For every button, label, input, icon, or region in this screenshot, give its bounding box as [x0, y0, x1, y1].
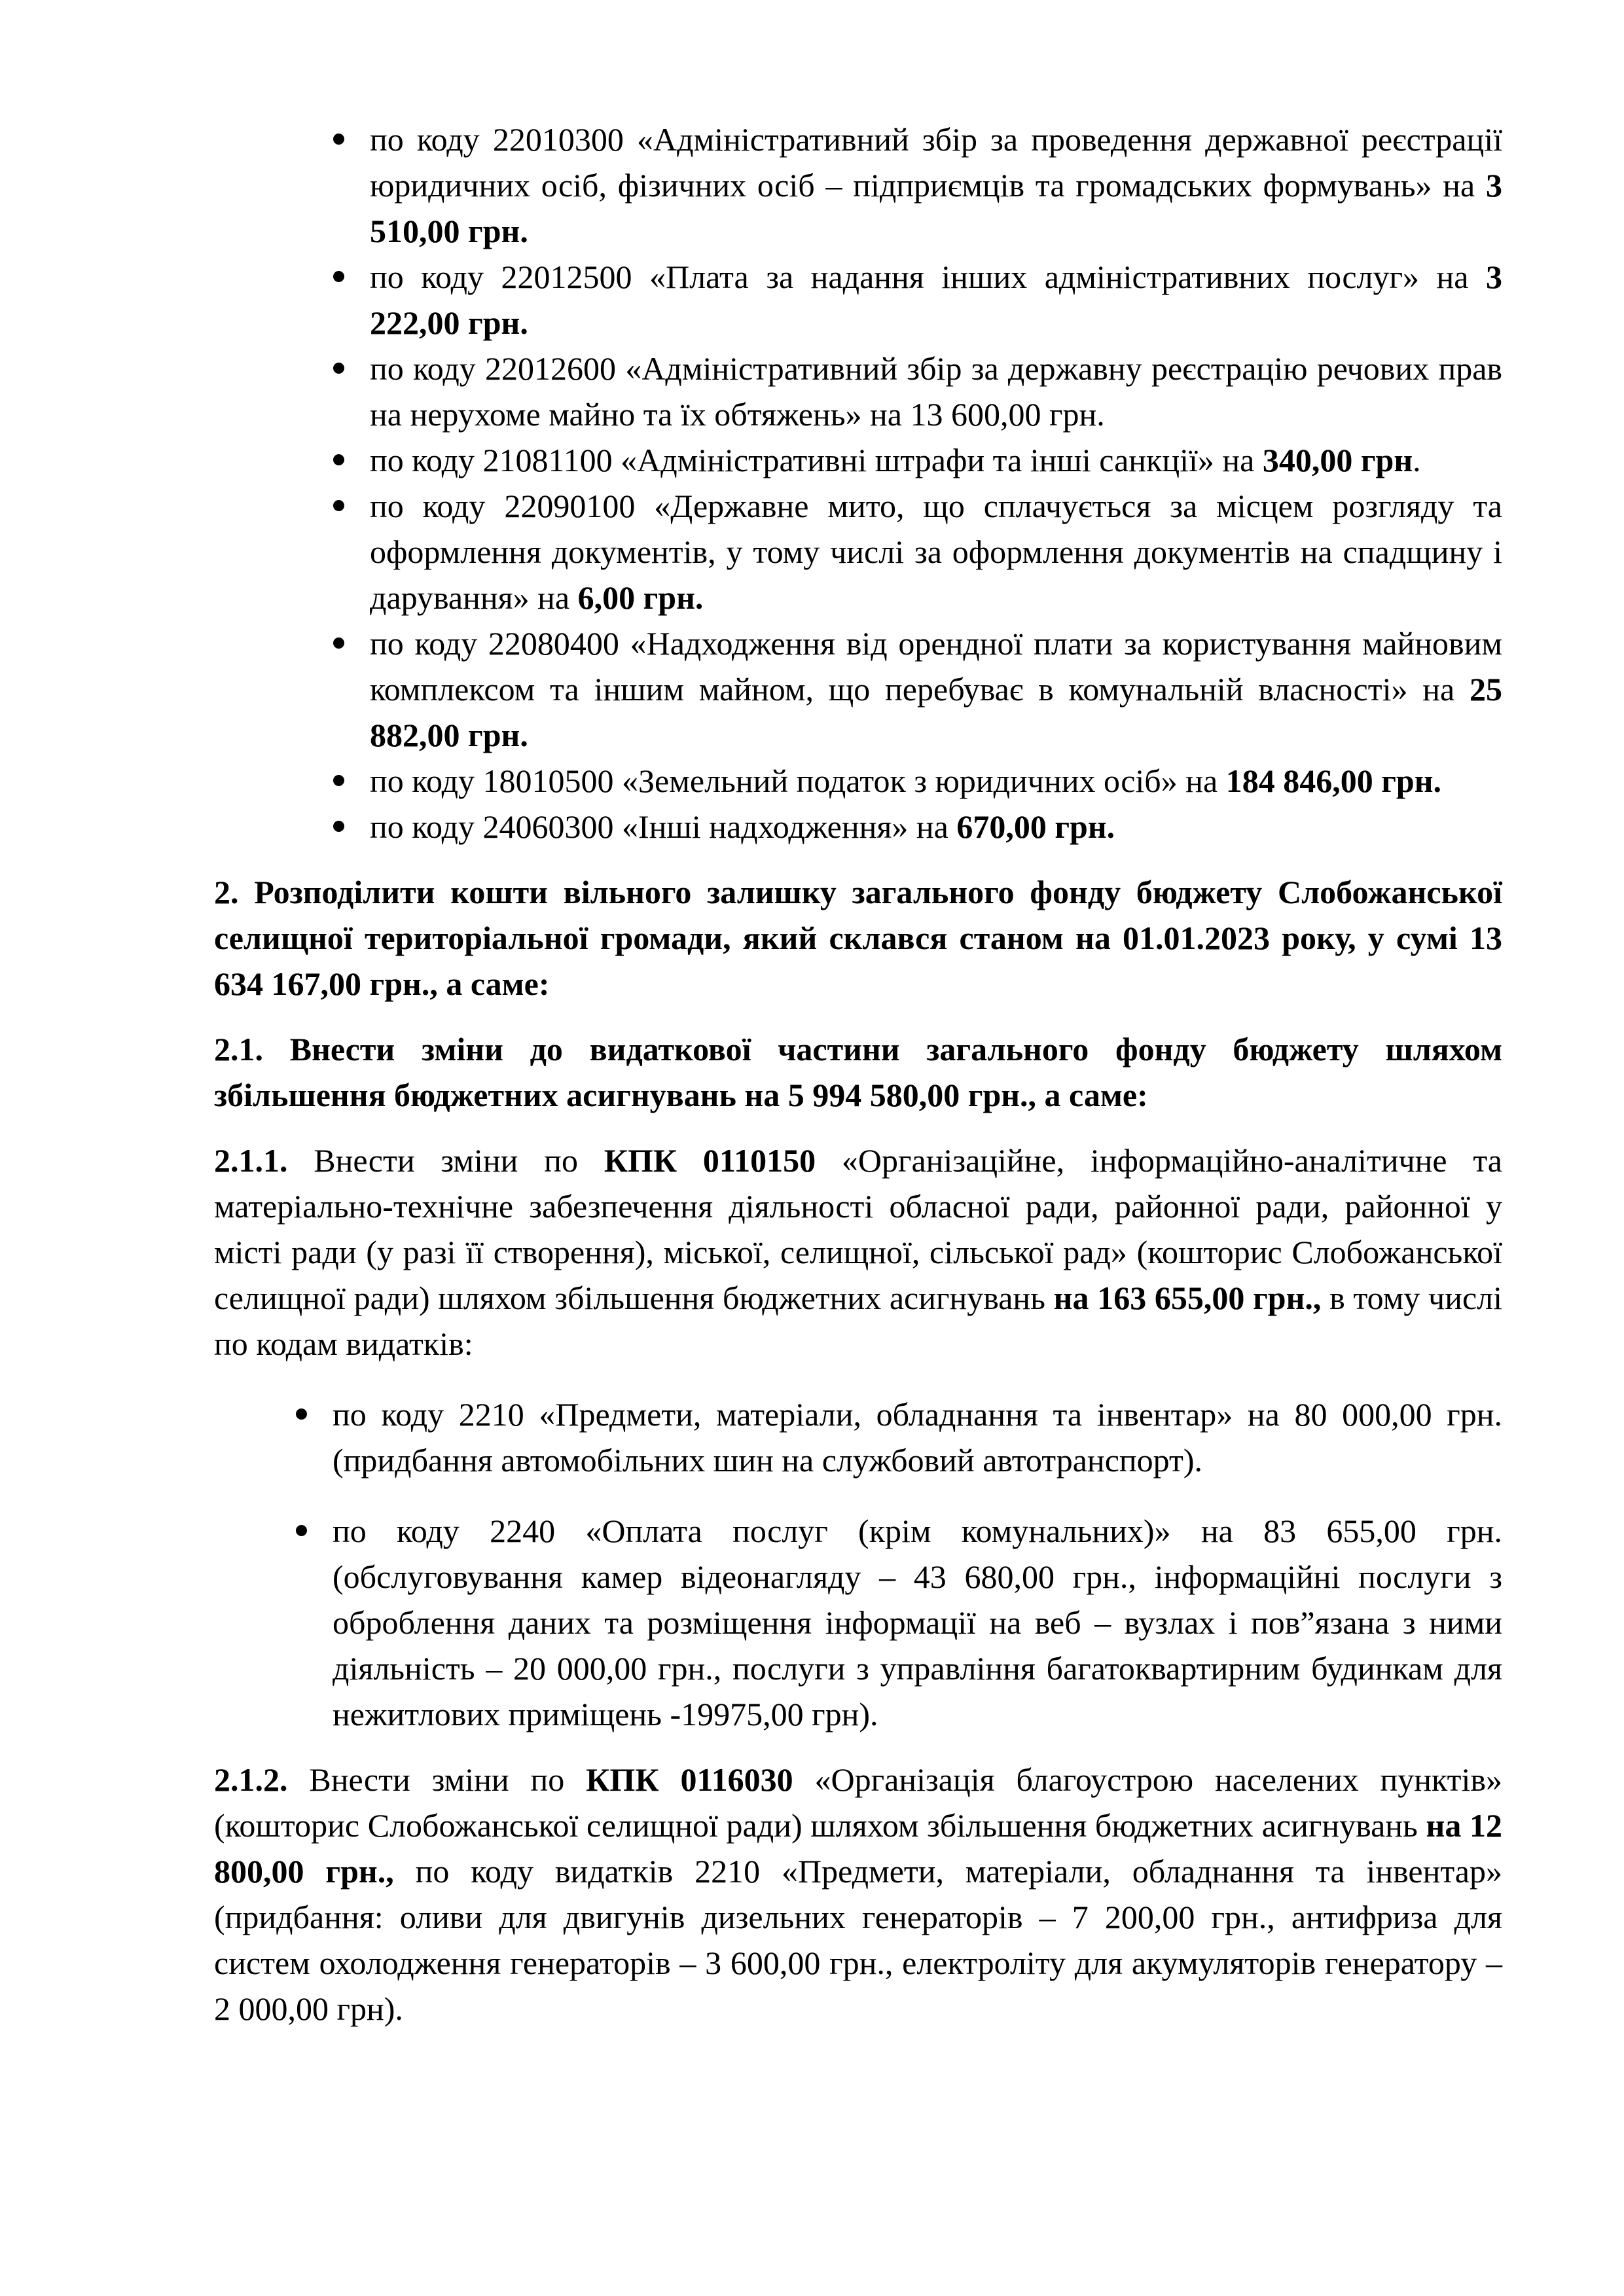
list-item-code-21081100 [370, 437, 1502, 483]
item-amount: 25 882,00 грн. [370, 671, 1502, 753]
paragraph-text: в тому числі по кодам видатків: [214, 1280, 1502, 1362]
kpk-code: КПК 0116030 [586, 1761, 815, 1798]
paragraph-2-1 [214, 1026, 1502, 1118]
item-text: по коду 21081100 «Адміністративні штрафи та інші санкції» на [370, 442, 1263, 478]
paragraph-text: «Організаційне, інформаційно-аналітичне та матеріально-технічне забезпечення діяльності обласної ради, районної ради, районної у місті ради (у разі її створення), міської, селищної, сільської рад» (кошторис Слобожанської селищної ради) шляхом збільшення бюджетних асигнувань [214, 1142, 1502, 1316]
item-text: по коду 24060300 «Інші надходження» на [370, 808, 957, 845]
item-amount: 3 510,00 грн. [370, 167, 1502, 249]
paragraph-number: 2.1.2. [214, 1761, 310, 1798]
item-text: по коду 22012500 «Плата за надання інших адміністративних послуг» на [370, 259, 1486, 295]
item-amount: 340,00 грн [1262, 442, 1413, 478]
paragraph-2-1-text: 2.1. Внести зміни до видаткової частини загального фонду бюджету шляхом збільшення бюджетних асигнувань на 5 994 580,00 грн., а саме: [214, 1031, 1502, 1113]
item-text: по коду 18010500 «Земельний податок з юридичних осіб» на [370, 762, 1226, 799]
item-text: по коду 22010300 «Адміністративний збір за проведення державної реєстрації юридичних осіб, фізичних осіб – підприємців та громадських формувань» на [370, 121, 1502, 204]
list-item-code-22012500 [370, 254, 1502, 346]
list-item-code-18010500 [370, 758, 1502, 804]
item-text: по коду 2240 «Оплата послуг (крім комунальних)» на 83 655,00 грн.(обслуговування камер відеонагляду – 43 680,00 грн., інформаційні послуги з оброблення даних та розміщення інформації на веб – вузлах і пов”язана з ними діяльність – 20 000,00 грн., послуги з управління багатоквартирним будинкам для нежитлових приміщень -19975,00 грн). [333, 1513, 1502, 1732]
item-text: по коду 2210 «Предмети, матеріали, обладнання та інвентар» на 80 000,00 грн. (придбання автомобільних шин на службовий автотранспорт). [333, 1396, 1502, 1479]
paragraph-2 [214, 869, 1502, 1007]
list-item-code-22010300 [370, 117, 1502, 254]
kpk-code: КПК 0110150 [604, 1142, 842, 1179]
item-amount: 3 222,00 грн. [370, 259, 1502, 341]
paragraph-text: «Організація благоустрою населених пунктів» (кошторис Слобожанської селищної ради) шляхом збільшення бюджетних асигнувань [214, 1761, 1502, 1844]
paragraph-text: по коду видатків 2210 «Предмети, матеріали, обладнання та інвентар» (придбання: оливи для двигунів дизельних генераторів – 7 200,00 грн., антифриза для систем охолодження генераторів – 3 600,00 грн., електроліту для акумуляторів генератору – 2 000,00 грн). [214, 1853, 1502, 2027]
document-body [214, 117, 1502, 2032]
list-item-code-22090100 [370, 483, 1502, 620]
revenue-codes-list [214, 117, 1502, 850]
list-item-code-2210 [333, 1391, 1502, 1483]
item-text: по коду 22090100 «Державне мито, що сплачується за місцем розгляду та оформлення документів, у тому числі за оформлення документів на спадщину і дарування» на [370, 488, 1502, 616]
list-item-code-24060300 [370, 804, 1502, 850]
item-text: по коду 22012600 «Адміністративний збір за державну реєстрацію речових прав на нерухоме майно та їх обтяжень» на 13 600,00 грн. [370, 350, 1502, 433]
list-item-code-22012600 [370, 346, 1502, 437]
paragraph-2-text: 2. Розподілити кошти вільного залишку загального фонду бюджету Слобожанської селищної територіальної громади, який склався станом на 01.01.2023 року, у сумі 13 634 167,00 грн., а саме: [214, 874, 1502, 1002]
paragraph-2-1-2 [214, 1757, 1502, 2032]
item-amount: 6,00 грн. [577, 579, 704, 616]
paragraph-number: 2.1.1. [214, 1142, 314, 1179]
item-text-after: . [1413, 442, 1421, 478]
list-item-code-22080400 [370, 620, 1502, 758]
paragraph-amount: на 163 655,00 грн., [1053, 1280, 1322, 1316]
list-item-code-2240 [333, 1508, 1502, 1737]
paragraph-text: Внести зміни по [309, 1761, 586, 1798]
item-amount: 184 846,00 грн. [1225, 762, 1442, 799]
paragraph-2-1-1 [214, 1138, 1502, 1367]
expense-codes-list [214, 1391, 1502, 1737]
item-amount: 670,00 грн. [956, 808, 1115, 845]
paragraph-text: Внести зміни по [314, 1142, 604, 1179]
item-text: по коду 22080400 «Надходження від орендної плати за користування майновим комплексом та іншим майном, що перебуває в комунальній власності» на [370, 625, 1502, 708]
paragraph-amount: на 12 800,00 грн., [214, 1807, 1502, 1890]
